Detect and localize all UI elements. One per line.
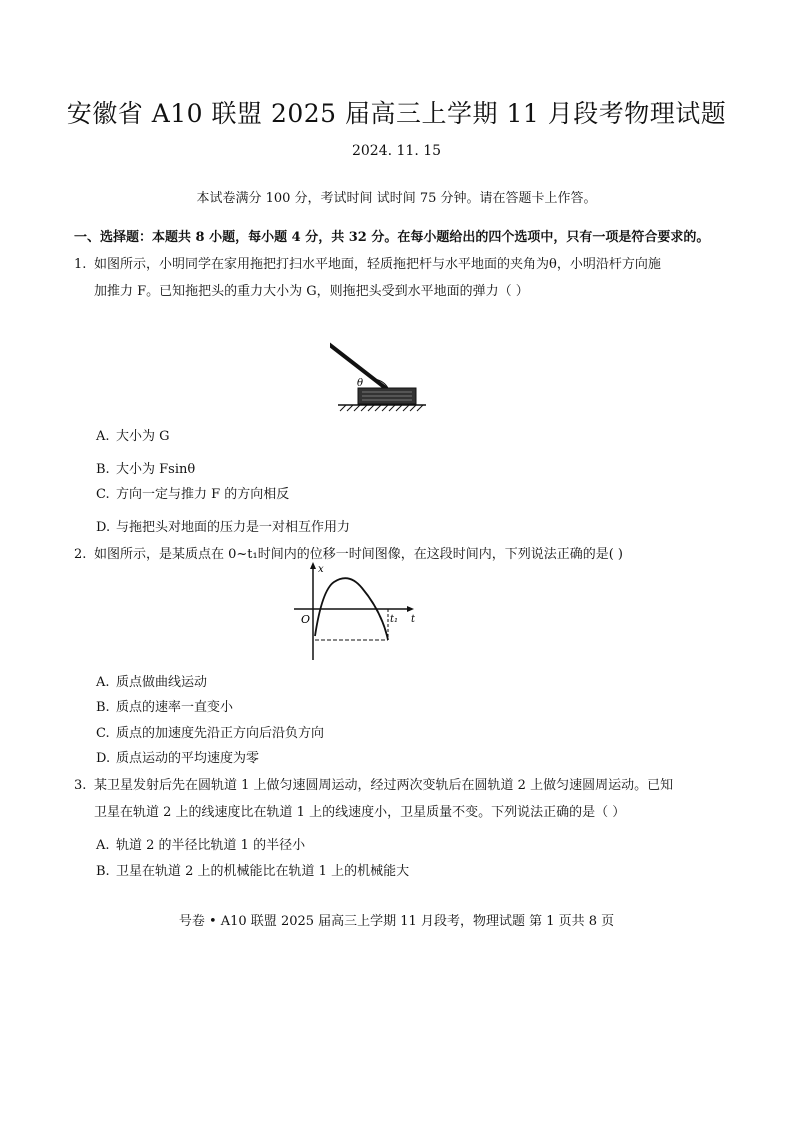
question-text: 如图所示，是某质点在 0~t₁时间内的位移一时间图像，在这段时间内，下列说法正确的是( )	[94, 547, 624, 562]
option-letter: A.	[96, 429, 110, 444]
question-1-option-d[interactable]	[96, 516, 350, 535]
option-letter: B.	[96, 864, 110, 879]
question-number: 3.	[74, 778, 87, 793]
option-letter: C.	[96, 726, 110, 741]
option-letter: B.	[96, 700, 110, 715]
x-axis-arrow	[310, 562, 316, 569]
option-text: 卫星在轨道 2 上的机械能比在轨道 1 上的机械能大	[116, 864, 410, 879]
option-text: 大小为 G	[116, 429, 170, 444]
question-3-line-1	[74, 774, 673, 793]
section-heading: 一、选择题：本题共 8 小题，每小题 4 分，共 32 分。在每小题给出的四个选项中，只有一项是符合要求的。	[74, 230, 710, 245]
question-2-option-d[interactable]	[96, 747, 259, 766]
question-number: 2.	[74, 547, 87, 562]
question-1-option-a[interactable]	[96, 425, 170, 444]
question-1-option-b[interactable]	[96, 458, 195, 477]
exam-notice: 本试卷满分 100 分，考试时间 试时间 75 分钟。请在答题卡上作答。	[196, 191, 597, 206]
t1-label: t₁	[390, 614, 399, 625]
t-axis-arrow	[407, 606, 414, 612]
question-3-option-b[interactable]	[96, 860, 409, 879]
page-title: 安徽省 A10 联盟 2025 届高三上学期 11 月段考物理试题	[66, 99, 727, 128]
position-time-graph	[292, 560, 422, 664]
option-text: 大小为 Fsinθ	[116, 462, 196, 477]
exam-date: 2024. 11. 15	[351, 143, 442, 159]
x-axis-label: x	[318, 564, 324, 575]
question-number: 1.	[74, 257, 87, 272]
question-2-option-c[interactable]	[96, 722, 324, 741]
question-3-line-2: 卫星在轨道 2 上的线速度比在轨道 1 上的线速度小，卫星质量不变。下列说法正确的是（ ）	[94, 805, 626, 820]
option-text: 质点运动的平均速度为零	[116, 751, 260, 766]
option-text: 质点做曲线运动	[116, 675, 208, 690]
option-letter: D.	[96, 520, 111, 535]
option-letter: D.	[96, 751, 111, 766]
option-text: 质点的加速度先沿正方向后沿负方向	[116, 726, 325, 741]
origin-label: O	[301, 613, 311, 626]
question-2-option-a[interactable]	[96, 671, 207, 690]
option-letter: A.	[96, 675, 110, 690]
angle-label: θ	[357, 378, 364, 389]
ground-hatching	[340, 405, 423, 411]
question-1-line-1	[74, 253, 661, 272]
option-letter: A.	[96, 838, 110, 853]
question-text: 如图所示，小明同学在家用拖把打扫水平地面，轻质拖把杆与水平地面的夹角为θ，小明沿杆方向施	[94, 257, 661, 272]
option-text: 质点的速率一直变小	[116, 700, 234, 715]
mop-figure	[330, 322, 430, 414]
option-letter: C.	[96, 487, 110, 502]
question-text: 某卫星发射后先在圆轨道 1 上做匀速圆周运动，经过两次变轨后在圆轨道 2 上做匀速圆周运动。已知	[94, 778, 674, 793]
option-text: 轨道 2 的半径比轨道 1 的半径小	[116, 838, 306, 853]
question-1-line-2: 加推力 F。已知拖把头的重力大小为 G，则拖把头受到水平地面的弹力（ ）	[94, 284, 529, 299]
page-footer: 号卷 • A10 联盟 2025 届高三上学期 11 月段考，物理试题 第 1 页共 8 页	[178, 914, 615, 929]
option-letter: B.	[96, 462, 110, 477]
t-axis-label: t	[411, 614, 416, 625]
question-1-option-c[interactable]	[96, 483, 289, 502]
question-2-option-b[interactable]	[96, 696, 233, 715]
option-text: 与拖把头对地面的压力是一对相互作用力	[116, 520, 351, 535]
question-3-option-a[interactable]	[96, 834, 305, 853]
option-text: 方向一定与推力 F 的方向相反	[116, 487, 290, 502]
